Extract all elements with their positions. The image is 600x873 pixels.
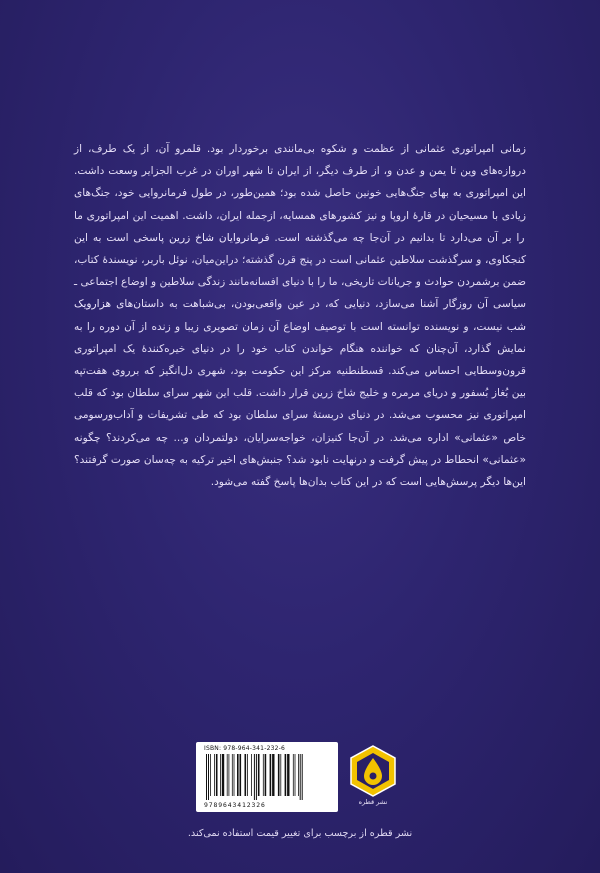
barcode-bar [302,754,303,800]
blurb-line: دل‌انگیز که برروی هفت‌تپه بین بُغاز بُسفور و دریای مرمره و خلیج شاخ زرین قرار داشت. [74,365,526,400]
blurb-line: همین‌طور، در طول فرمانروایی خود، جنگ‌های زیادی با مسیحیان در قارهٔ اروپا و نیز [74,187,526,222]
blurb-line: زمانی امپراتوری عثمانی از عظمت و شکوه بی‌مانندی برخوردار بود. قلمرو آن، از یک [116,143,527,155]
blurb-line: افسانه‌مانند زندگی سلاطین و اوضاع اجتماعی ـ سیاسی آن روزگار آشنا می‌سازد، دنیایی [74,276,526,311]
barcode-bar [300,754,301,800]
barcode-bar [258,754,260,796]
barcode-bar [210,754,211,796]
blurb-line: سرای سلطان بود که طی تشریفات و آداب‌ورسومی خاص «عثمانی» اداره می‌شد. در [74,409,526,444]
barcode-bar [232,754,233,796]
story-title-inline: هزارویک شب [74,298,526,333]
barcode-bar [272,754,274,796]
barcode-bar [265,754,267,796]
publisher-name: نشر قطره [358,798,388,806]
barcode-bar [256,754,257,800]
blurb-line: که، در عین واقعی‌بودن، بی‌شباهت به داستان‌های [111,298,340,311]
barcode-bar [254,754,255,800]
blurb-line: این‌ها دیگر پرسش‌هایی است که در این کتاب بدان‌ها پاسخ گفته می‌شود. [210,476,526,489]
barcode-bar [245,754,247,796]
blurb-line: امپراتوری قرون‌وسطایی احساس می‌کند. قسطنطنیه مرکز این حکومت بود، شهری [74,342,526,378]
barcode-bar [285,754,287,796]
barcode-number: 9789643412326 [204,801,266,809]
blurb-line: نیست، و نویسنده [419,320,503,333]
blurb-line: کشورهای همسایه، ازجمله ایران، داشت. اهمیت این امپراتوری ما را بر آن می‌دارد تا [74,209,525,244]
book-title-inline: فرمانروایان شاخ زرین [164,231,270,244]
blurb-line: توانسته است با توصیف اوضاع آن زمان تصویری زیبا و زنده از آن دوره را به نمایش [74,320,526,355]
blurb-paragraph [74,138,526,493]
blurb-line: کنجکاوی، و سرگذشت سلاطین عثمانی است در پنج قرن گذشته؛ دراین‌میان، نوئل [164,254,526,267]
isbn-text: ISBN: 978-964-341-232-6 [204,745,285,752]
barcode-bar [208,754,209,800]
blurb-line: الجزایر وسعت داشت. این امپراتوری به بهای جنگ‌هایی خونین حاصل شده بود؛ [74,165,526,200]
barcode-bar [247,754,248,796]
barcode-bar [216,754,218,796]
barcode-bar [270,754,272,796]
barcode-bar [220,754,221,796]
barcode-label [196,742,338,812]
barcode-bar [227,754,228,796]
blurb-line: طرف، از دروازه‌های وین تا یمن و عدن و، از طرف دیگر، از ایران تا شهر اوران در غرب [74,143,526,178]
barcode-bar [280,754,281,796]
barcode-bar [263,754,264,796]
barcode-bar [229,754,230,796]
barcode-bar [293,754,294,796]
blurb-line: آن‌جا کنیزان، خواجه‌سرایان، دولتمردان و... چه می‌کردند؟ چگونه «عثمانی» انحطاط در [74,431,526,466]
barcode-bars-icon [204,754,330,800]
blurb-line: پیش گرفت و درنهایت نابود شد؟ جنبش‌های اخیر ترکیه به چه‌سان صورت گرفتند؟ [74,453,428,466]
blurb-line: بدانیم در آن‌جا چه می‌گذشته است. [269,231,435,244]
price-note: نشر قطره از برچسب برای تغییر قیمت استفاده نمی‌کند. [187,828,413,839]
barcode-bar [278,754,280,796]
barcode-bar [287,754,289,796]
blurb-line: قلب این شهر سرای سلطان بود که قلب امپراتوری نیز محسوب می‌شد. در دنیای دربستهٔ [74,387,526,422]
barcode-bar [222,754,224,796]
barcode-bar [206,754,207,800]
barcode-bar [298,754,299,796]
blurb-line: گذارد، آن‌چنان که خواننده هنگام خواندن کتاب خود را در دنیای خیره‌کنندهٔ یک [116,342,491,355]
barcode-bar [214,754,215,796]
blurb-line: باربر، نویسندهٔ کتاب، ضمن برشمردن حوادث و جریانات تاریخی، ما را با دنیای [74,254,526,289]
barcode-bar [240,754,242,796]
blurb-line: پاسخی است به این [74,231,165,244]
barcode-bar [234,754,235,796]
barcode-bar [237,754,239,796]
barcode-bar [295,754,296,796]
barcode-bar [251,754,252,796]
